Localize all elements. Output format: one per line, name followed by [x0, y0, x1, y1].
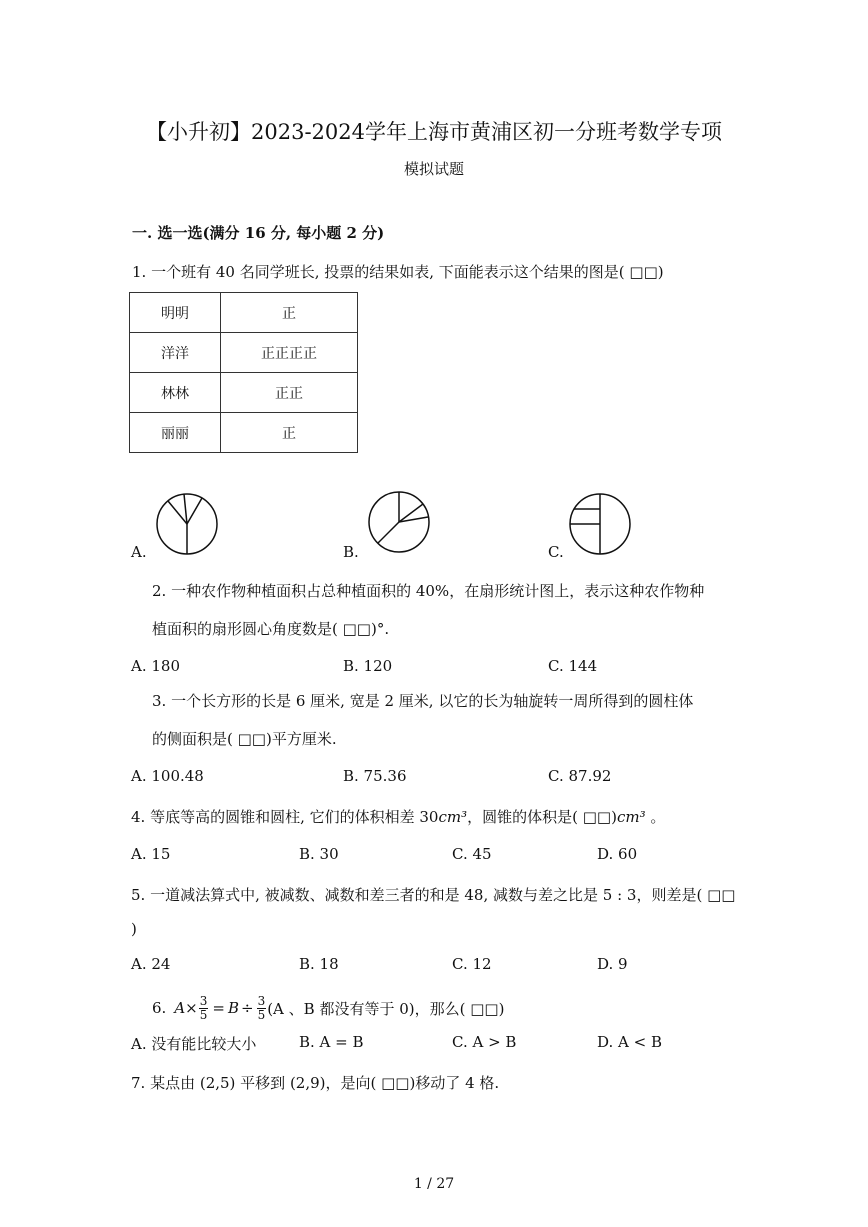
question-4-text-c: 。 [645, 808, 666, 826]
table-row [130, 413, 358, 453]
table-cell-tally: 正 [221, 413, 358, 453]
pie-option-b [367, 490, 431, 554]
table-row [130, 293, 358, 333]
question-2-option-c: C. 144 [548, 657, 598, 675]
table-cell-name: 丽丽 [130, 413, 221, 453]
question-4-option-c: C. 45 [452, 845, 492, 863]
fraction [257, 995, 267, 1022]
table-row [130, 333, 358, 373]
table-cell-tally: 正 [221, 293, 358, 333]
question-3-option-a: A. 100.48 [131, 767, 204, 785]
question-6-option-b: B. A = B [299, 1033, 364, 1051]
question-6-tail: (A 、B 都没有等于 0)，那么( □□) [267, 999, 505, 1018]
vote-table [129, 292, 358, 453]
fraction-denominator: 5 [257, 1007, 266, 1022]
question-5-option-b: B. 18 [299, 955, 339, 973]
question-2-option-b: B. 120 [343, 657, 393, 675]
question-2-line-1: 2. 一种农作物种植面积占总种植面积的 40%，在扇形统计图上，表示这种农作物种 [152, 582, 705, 600]
table-row [130, 373, 358, 413]
question-5-line-1: 5. 一道减法算式中, 被减数、减数和差三者的和是 48, 减数与差之比是 5 : 3，则差是( □□ [131, 886, 736, 904]
option-b-label: B. [343, 543, 359, 561]
pie-option-a [155, 492, 219, 556]
table-cell-name: 林林 [130, 373, 221, 413]
question-4-option-d: D. 60 [597, 845, 638, 863]
question-6-number: 6. [152, 999, 167, 1017]
fraction-numerator: 3 [199, 993, 208, 1008]
unit-cm3: cm³ [616, 808, 646, 826]
question-5-option-c: C. 12 [452, 955, 492, 973]
divide-sign: ÷ [240, 999, 254, 1017]
question-3-line-1: 3. 一个长方形的长是 6 厘米, 宽是 2 厘米, 以它的长为轴旋转一周所得到的圆柱体 [152, 692, 694, 710]
var-a: A [174, 999, 186, 1017]
pie-option-c [568, 492, 632, 556]
question-6-option-c: C. A > B [452, 1033, 517, 1051]
question-3-option-c: C. 87.92 [548, 767, 612, 785]
question-4-option-b: B. 30 [299, 845, 339, 863]
var-b: B [227, 999, 239, 1017]
table-cell-tally: 正正正正 [221, 333, 358, 373]
question-6-option-d: D. A < B [597, 1033, 662, 1051]
question-2-option-a: A. 180 [131, 657, 180, 675]
question-6-option-a: A. 没有能比较大小 [131, 1035, 257, 1053]
unit-cm3: cm³ [438, 808, 468, 826]
option-c-label: C. [548, 543, 564, 561]
question-4-option-a: A. 15 [131, 845, 171, 863]
page-number: 1 / 27 [413, 1176, 455, 1192]
question-2-line-2: 植面积的扇形圆心角度数是( □□)°. [152, 620, 390, 638]
question-7-text: 7. 某点由 (2,5) 平移到 (2,9)，是向( □□)移动了 4 格. [131, 1074, 500, 1092]
table-cell-name: 明明 [130, 293, 221, 333]
equals-sign: = [212, 999, 225, 1017]
section-heading: 一. 选一选(满分 16 分, 每小题 2 分) [132, 224, 385, 242]
fraction [199, 995, 209, 1022]
table-cell-name: 洋洋 [130, 333, 221, 373]
question-5-line-2: ) [131, 920, 137, 938]
times-sign: × [185, 999, 198, 1017]
question-1-text: 1. 一个班有 40 名同学班长, 投票的结果如表, 下面能表示这个结果的图是( □□) [132, 263, 664, 281]
option-a-label: A. [131, 543, 147, 561]
question-4-text [131, 806, 665, 827]
document-title: 【小升初】2023-2024学年上海市黄浦区初一分班考数学专项 [146, 120, 722, 144]
fraction-numerator: 3 [257, 993, 266, 1008]
question-3-option-b: B. 75.36 [343, 767, 407, 785]
question-5-option-a: A. 24 [131, 955, 171, 973]
table-cell-tally: 正正 [221, 373, 358, 413]
question-6-text [152, 988, 504, 1028]
question-3-line-2: 的侧面积是( □□)平方厘米. [152, 730, 337, 748]
question-4-text-a: 4. 等底等高的圆锥和圆柱, 它们的体积相差 30 [131, 808, 439, 826]
document-subtitle: 模拟试题 [403, 160, 464, 178]
fraction-denominator: 5 [199, 1007, 208, 1022]
question-4-text-b: ，圆锥的体积是( □□) [467, 808, 617, 826]
question-5-option-d: D. 9 [597, 955, 628, 973]
